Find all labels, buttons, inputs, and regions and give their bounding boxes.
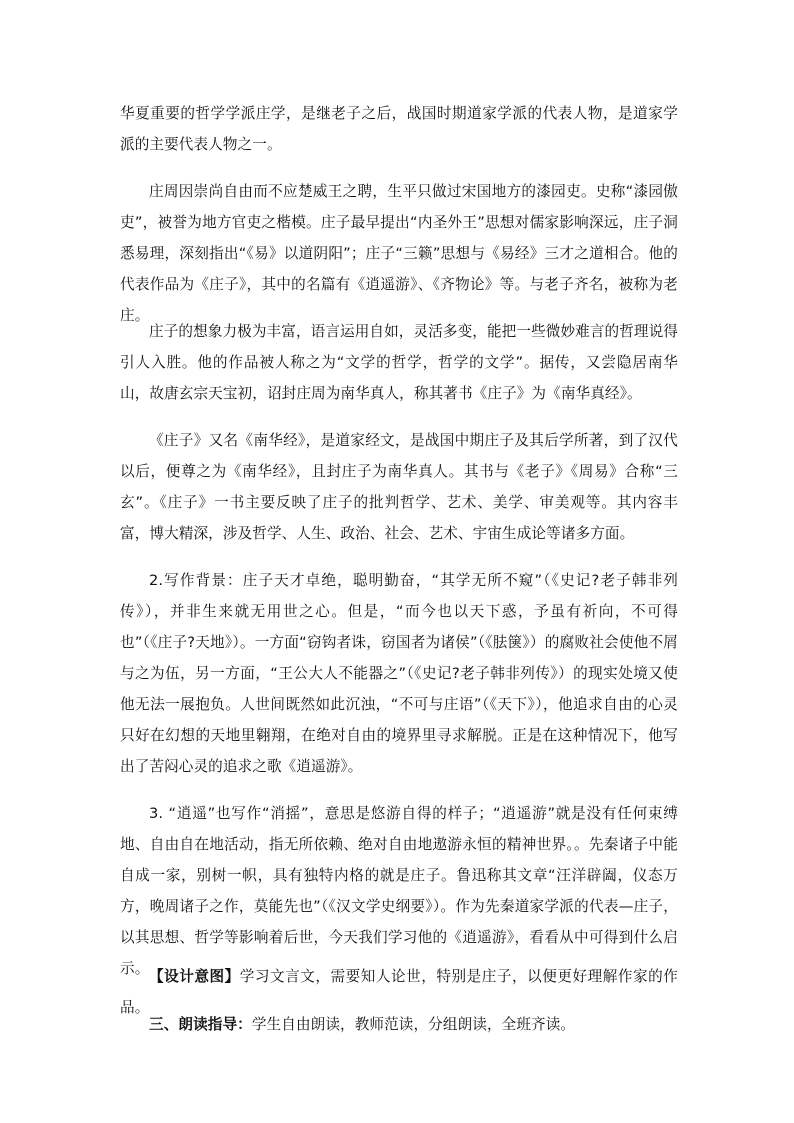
design-intent-label: 【设计意图】	[149, 968, 240, 985]
paragraph-zhuangxue-intro: 华夏重要的哲学学派庄学，是继老子之后，战国时期道家学派的代表人物，是道家学派的主要代表人物之一。	[120, 105, 678, 153]
paragraph-writing-background: 2.写作背景：庄子天才卓绝，聪明勤奋，“其学无所不窥”（《史记?老子韩非列传》），并非生来就无用世之心。但是，“而今也以天下惑，予虽有祈向，不可得也”（《庄子?天地》）。一方面“窃钩者诛，窃国者为诸侯”（《胠箧》）的腐败社会使他不屑与之为伍，另一方面，“王公大人不能器之”（《史记?老子韩非列传》）的现实处境又使他无法一展抱负。人世间既然如此沉浊，“不可与庄语”（《天下》），他追求自由的心灵只好在幻想的天地里翱翔，在绝对自由的境界里寻求解脱。正是在这种情况下，他写出了苦闷心灵的追求之歌《逍遥游》。	[120, 572, 678, 775]
paragraph-xiaoyao-meaning: 3. “逍遥”也写作“消摇”，意思是悠游自得的样子；“逍遥游”就是没有任何束缚地、自由自在地活动，指无所依赖、绝对自由地遨游永恒的精神世界。。先秦诸子中能自成一家，别树一帜，具有独特内格的就是庄子。鲁迅称其文章“汪洋辟阖，仪态万方，晚周诸子之作，莫能先也”（《汉文学史纲要》）。作为先秦道家学派的代表—庄子，以其思想、哲学等影响着后世，今天我们学习他的《逍遥游》，看看从中可得到什么启示。	[120, 805, 678, 977]
reading-guide-text: 学生自由朗读，教师范读，分组朗读，全班齐读。	[251, 1016, 576, 1033]
reading-guide-line	[120, 1009, 678, 1040]
paragraph-imagination: 庄子的想象力极为丰富，语言运用自如，灵活多变，能把一些微妙难言的哲理说得引人入胜。他的作品被人称之为“文学的哲学，哲学的文学”。据传，又尝隐居南华山，故唐玄宗天宝初，诏封庄周为南华真人，称其著书《庄子》为《南华真经》。	[120, 323, 678, 402]
reading-guide-label: 三、朗读指导：	[149, 1016, 252, 1033]
design-intent-text: 学习文言文，需要知人论世，特别是庄子，以便更好理解作家的作品。	[120, 968, 678, 1016]
paragraph-zhuang-zhou-biography: 庄周因崇尚自由而不应楚威王之聘，生平只做过宋国地方的漆园吏。史称“漆园傲吏”，被誉为地方官吏之楷模。庄子最早提出“内圣外王”思想对儒家影响深远，庄子洞悉易理，深刻指出“《易》以道阴阳”；庄子“三籁”思想与《易经》三才之道相合。他的代表作品为《庄子》，其中的名篇有《逍遥游》、《齐物论》等。与老子齐名，被称为老庄。	[120, 183, 678, 324]
paragraph-zhuangzi-book: 《庄子》又名《南华经》，是道家经文，是战国中期庄子及其后学所著，到了汉代以后，便尊之为《南华经》，且封庄子为南华真人。其书与《老子》《周易》合称“三玄”。《庄子》一书主要反映了庄子的批判哲学、艺术、美学、审美观等。其内容丰富，博大精深，涉及哲学、人生、政治、社会、艺术、宇宙生成论等诸多方面。	[120, 432, 678, 542]
